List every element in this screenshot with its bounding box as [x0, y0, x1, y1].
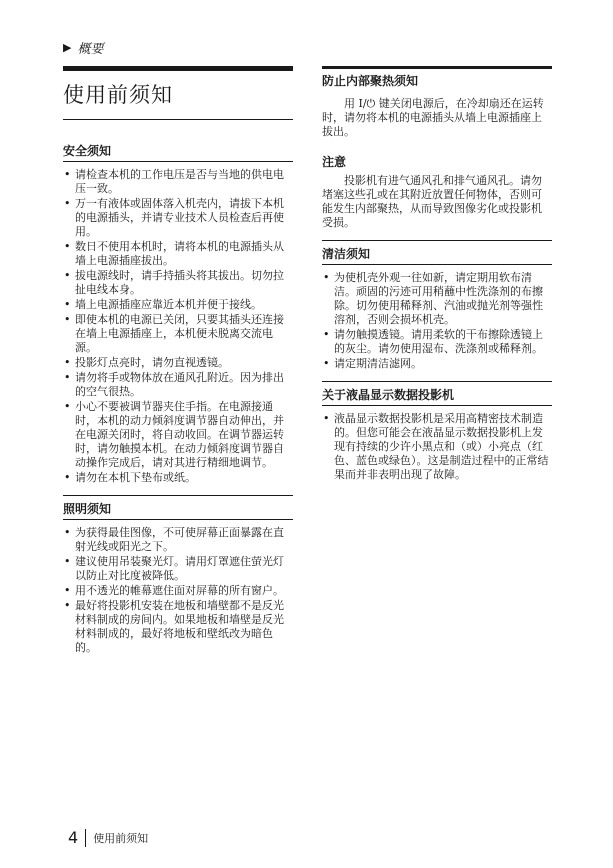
page-number: 4 [68, 828, 79, 847]
list-item: • 请勿在本机下垫布或纸。 [63, 471, 293, 485]
right-column [322, 66, 552, 490]
list-item: • 拔电源线时，请手持插头将其拔出。切勿拉扯电线本身。 [63, 269, 293, 297]
list-item: • 建议使用吊装聚光灯。请用灯罩遮住萤光灯以防止对比度被降低。 [63, 555, 293, 583]
list-item: • 投影灯点亮时，请勿直视透镜。 [63, 356, 293, 370]
list-item: • 最好将投影机安装在地板和墙壁都不是反光材料制成的房间内。如果地板和墙壁是反光材料制成的，最好将地板和壁纸改为暗色的。 [63, 599, 293, 655]
lcd-section-title: 关于液晶显示数据投影机 [322, 381, 552, 406]
list-item: • 请定期清洁滤网。 [322, 357, 552, 371]
left-column [63, 66, 293, 663]
heat-section-title: 防止内部聚热须知 [322, 66, 552, 91]
heat-section [322, 66, 552, 139]
list-item: • 墙上电源插座应靠近本机并便于接线。 [63, 298, 293, 312]
list-item: • 请勿将手或物体放在通风孔附近。因为排出的空气很热。 [63, 371, 293, 399]
note-body: 投影机有进气通风孔和排气通风孔。请勿堵塞这些孔或在其附近放置任何物体，否则可能发生内部聚热，从而导致图像劣化或投影机受损。 [322, 174, 542, 229]
list-item: • 请勿触摸透镜。请用柔软的干布擦除透镜上的灰尘。请勿使用湿布、洗涤剂或稀释剂。 [322, 328, 552, 356]
list-item: • 数日不使用本机时，请将本机的电源插头从墙上电源插座拔出。 [63, 240, 293, 268]
note-section [322, 153, 552, 230]
list-item: • 即使本机的电源已关闭，只要其插头还连接在墙上电源插座上，本机便未脱离交流电源。 [63, 313, 293, 355]
list-item: • 为使机壳外观一往如新，请定期用软布清洁。顽固的污迹可用稍蘸中性洗涤剂的布擦除。切勿使用稀释剂、汽油或抛光剂等强性溶剂，否则会损坏机壳。 [322, 271, 552, 327]
lcd-section [322, 381, 552, 482]
list-item: • 小心不要被调节器夹住手指。在电源接通时，本机的动力倾斜度调节器自动伸出，并在电源关闭时，将自动收回。在调节器运转时，请勿触摸本机。在动力倾斜度调节器自动操作完成后，请对其进行精细地调节。 [63, 400, 293, 470]
lighting-list [63, 526, 293, 655]
page-footer [68, 828, 148, 847]
heat-body: 用 I/⏻ 键关闭电源后，在冷却扇还在运转时，请勿将本机的电源插头从墙上电源插座上拔出。 [322, 97, 544, 138]
list-item: • 万一有液体或固体落入机壳内，请拔下本机的电源插头，并请专业技术人员检查后再使用。 [63, 197, 293, 239]
cleaning-section [322, 240, 552, 371]
page-title: 使用前须知 [63, 79, 293, 120]
note-title: 注意 [322, 155, 347, 169]
title-rule [63, 66, 293, 71]
safety-section-title: 安全须知 [63, 140, 293, 162]
lcd-list [322, 412, 552, 482]
list-item: • 液晶显示数据投影机是采用高精密技术制造的。但您可能会在液晶显示数据投影机上发现有持续的少许小黑点和（或）小亮点（红色、蓝色或绿色）。这是制造过程中的正常结果而并非表明出现了故障。 [322, 412, 552, 482]
lighting-section-title: 照明须知 [63, 495, 293, 520]
list-item: • 请检查本机的工作电压是否与当地的供电电压一致。 [63, 168, 293, 196]
footer-label: 使用前须知 [93, 831, 149, 845]
list-item: • 为获得最佳图像，不可使屏幕正面暴露在直射光线或阳光之下。 [63, 526, 293, 554]
play-arrow-icon: ▶ [63, 41, 72, 54]
list-item: • 用不透光的帷幕遮住面对屏幕的所有窗户。 [63, 584, 293, 598]
breadcrumb [63, 38, 103, 57]
cleaning-section-title: 清洁须知 [322, 240, 552, 265]
breadcrumb-label: 概要 [77, 42, 104, 57]
safety-list [63, 168, 293, 485]
cleaning-list [322, 271, 552, 371]
lighting-section [63, 495, 293, 655]
footer-divider [85, 829, 86, 847]
safety-section [63, 140, 293, 485]
